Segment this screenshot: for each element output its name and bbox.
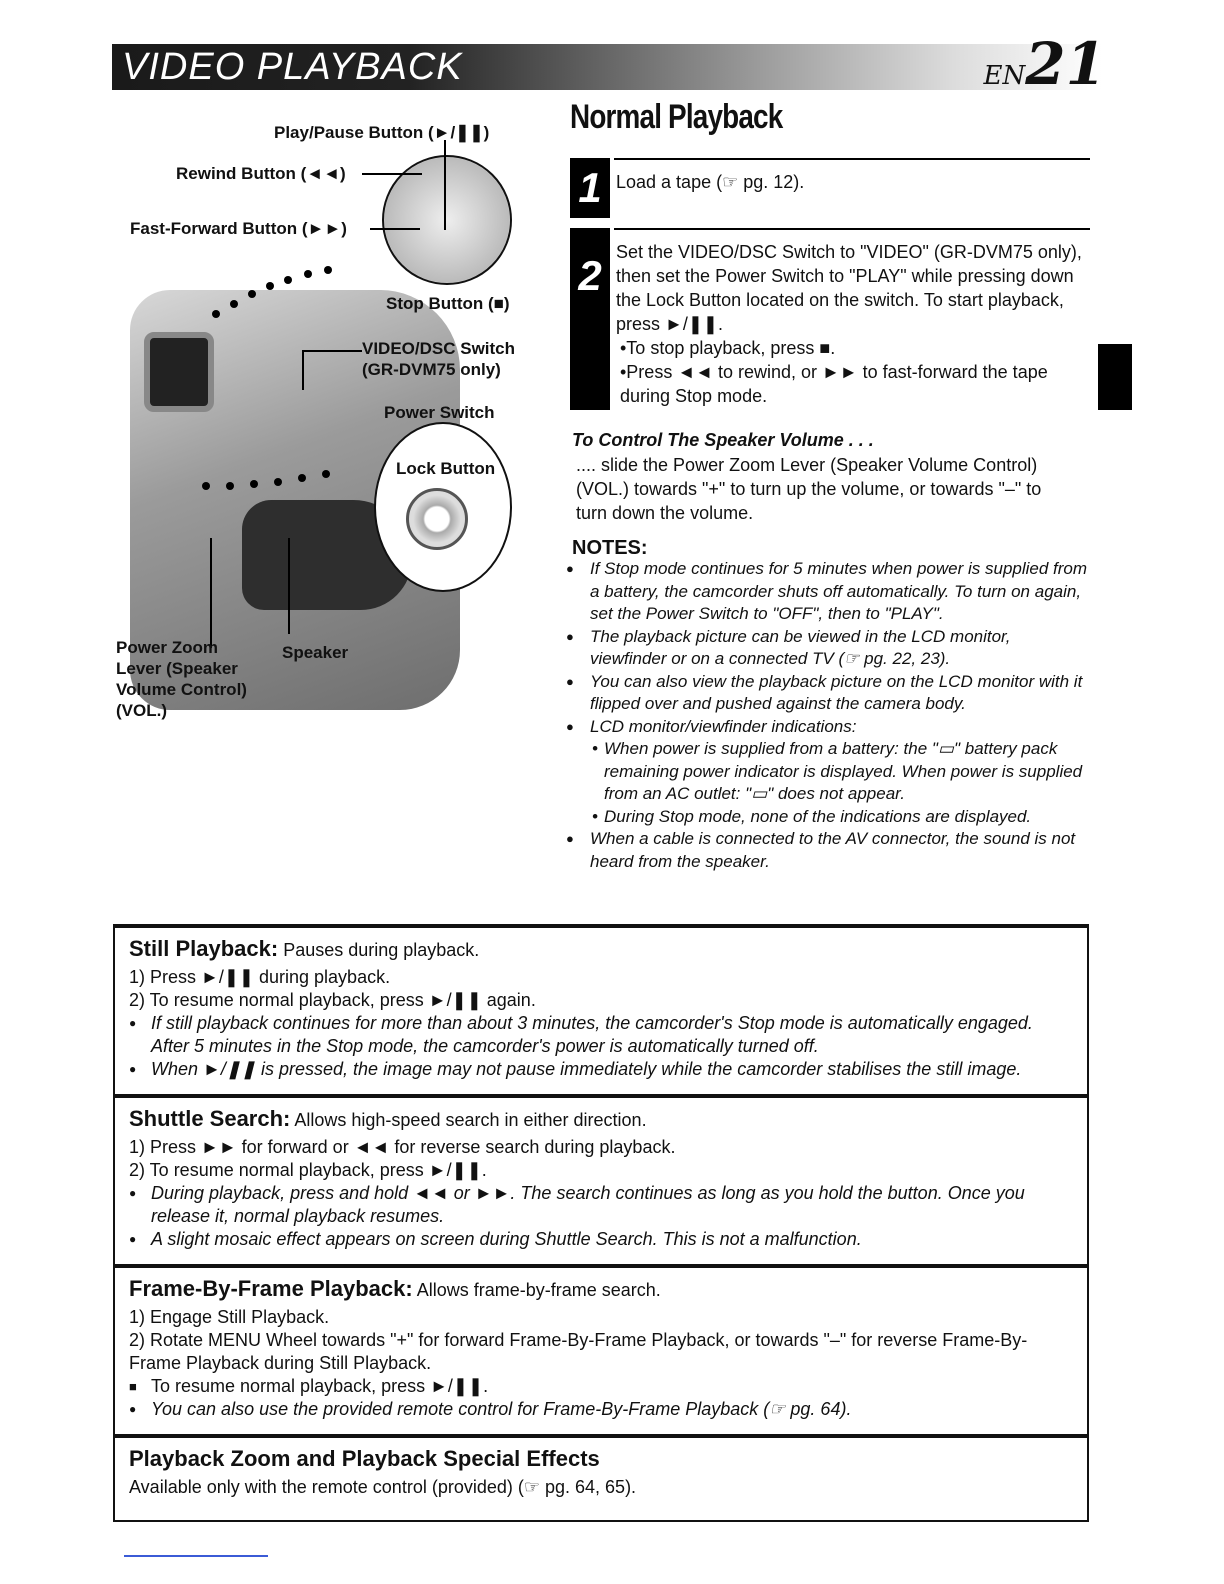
side-tab <box>1098 344 1132 410</box>
still-playback-box <box>113 924 1089 1096</box>
leader-line <box>444 140 446 230</box>
shuttle-title: Shuttle Search: <box>129 1106 291 1131</box>
label-power-zoom-4: (VOL.) <box>116 701 167 720</box>
dot <box>298 474 306 482</box>
note-subitem: • During Stop mode, none of the indications are displayed. <box>566 806 1091 829</box>
page-lang: EN <box>983 61 1026 91</box>
label-stop: Stop Button (■) <box>386 294 510 313</box>
still-bullet-2: ● When ►/❚❚ is pressed, the image may not pause immediately while the camcorder stabilises the still image. <box>129 1058 1073 1081</box>
note-item: ● LCD monitor/viewfinder indications: <box>566 716 1091 739</box>
note-item: ● You can also view the playback picture on the LCD monitor with it flipped over and pushed against the camera body. <box>566 671 1091 716</box>
playback-zoom-box <box>113 1434 1089 1522</box>
label-video-dsc-model: (GR-DVM75 only) <box>362 360 501 379</box>
dot <box>226 482 234 490</box>
dot <box>248 290 256 298</box>
label-fast-forward: Fast-Forward Button (►►) <box>130 219 347 238</box>
leader-line <box>288 538 290 634</box>
frame-step-2: 2) Rotate MENU Wheel towards "+" for forward Frame-By-Frame Playback, or towards "–" for reverse Frame-By-Frame Playback during Still Playback. <box>129 1330 1028 1373</box>
volume-text: .... slide the Power Zoom Lever (Speaker Volume Control) (VOL.) towards "+" to turn up the volume, or towards "–" to turn down the volume. <box>576 455 1042 523</box>
leader-line <box>362 173 422 175</box>
note-item: ● The playback picture can be viewed in the LCD monitor, viewfinder or on a connected TV (☞ pg. 22, 23). <box>566 626 1091 671</box>
still-desc: Pauses during playback. <box>278 940 480 960</box>
dot <box>274 478 282 486</box>
shuttle-desc: Allows high-speed search in either direction. <box>290 1110 647 1130</box>
still-step-2: 2) To resume normal playback, press ►/❚❚ again. <box>129 990 536 1010</box>
label-power-zoom-2: Lever (Speaker <box>116 659 238 678</box>
dot <box>284 276 292 284</box>
step-rule <box>614 158 1090 160</box>
label-speaker: Speaker <box>282 643 349 662</box>
dot <box>322 470 330 478</box>
step-number: 2 <box>570 228 610 410</box>
viewfinder-illustration <box>144 332 214 412</box>
note-item: ● When a cable is connected to the AV connector, the sound is not heard from the speaker. <box>566 828 1091 873</box>
dot <box>250 480 258 488</box>
label-power-zoom-1: Power Zoom <box>116 638 219 657</box>
shuttle-bullet-2: ● A slight mosaic effect appears on screen during Shuttle Search. This is not a malfunction. <box>129 1228 1073 1251</box>
leader-line <box>210 538 212 648</box>
label-lock-button: Lock Button <box>396 459 496 478</box>
step-text: Load a tape (☞ pg. 12). <box>616 172 805 192</box>
dot <box>324 266 332 274</box>
notes-list <box>566 558 1091 873</box>
frame-title: Frame-By-Frame Playback: <box>129 1276 413 1301</box>
step-text <box>616 240 1090 408</box>
step-rule <box>614 228 1090 230</box>
frame-square-1: ■ To resume normal playback, press ►/❚❚. <box>129 1375 1073 1398</box>
step-number: 1 <box>570 158 610 218</box>
label-play-pause: Play/Pause Button (►/❚❚) <box>274 123 490 142</box>
frame-step-1: 1) Engage Still Playback. <box>129 1307 330 1327</box>
volume-title: To Control The Speaker Volume . . . <box>572 430 874 450</box>
power-dial-icon <box>406 488 468 550</box>
label-power-switch: Power Switch <box>384 403 495 422</box>
frame-bullet-1: ● You can also use the provided remote control for Frame-By-Frame Playback (☞ pg. 64). <box>129 1398 1073 1421</box>
note-item: ● If Stop mode continues for 5 minutes when power is supplied from a battery, the camcorder shuts off automatically. To turn on again, set the Power Switch to "OFF", then to "PLAY". <box>566 558 1091 626</box>
note-subitem: • When power is supplied from a battery: the "▭" battery pack remaining power indicator is displayed. When power is supplied from an AC outlet: "▭" does not appear. <box>566 738 1091 806</box>
dot <box>266 282 274 290</box>
zoom-desc: Available only with the remote control (provided) (☞ pg. 64, 65). <box>129 1477 637 1497</box>
notes-heading: NOTES: <box>572 537 648 559</box>
frame-by-frame-box <box>113 1264 1089 1436</box>
step-1 <box>570 158 1090 218</box>
section-title: Normal Playback <box>570 98 783 136</box>
frame-desc: Allows frame-by-frame search. <box>412 1280 661 1300</box>
step-2-main: Set the VIDEO/DSC Switch to "VIDEO" (GR-DVM75 only), then set the Power Switch to "PLAY" while pressing down the Lock Button located on the switch. To start playback, press ►/❚❚. <box>616 242 1082 334</box>
zoom-title: Playback Zoom and Playback Special Effects <box>129 1446 600 1471</box>
dot <box>304 270 312 278</box>
step-2-rewind: •Press ◄◄ to rewind, or ►► to fast-forward the tape during Stop mode. <box>620 362 1048 406</box>
leader-line <box>302 350 304 390</box>
leader-line <box>302 350 362 352</box>
step-2-stop: •To stop playback, press ■. <box>620 338 836 358</box>
shuttle-step-2: 2) To resume normal playback, press ►/❚❚. <box>129 1160 487 1180</box>
page-num: 21 <box>1025 30 1106 98</box>
leader-line <box>370 228 420 230</box>
dot <box>202 482 210 490</box>
label-power-zoom-3: Volume Control) <box>116 680 247 699</box>
shuttle-bullet-1: ● During playback, press and hold ◄◄ or ►►. The search continues as long as you hold the button. Once you release it, normal playback resumes. <box>129 1182 1073 1228</box>
camcorder-diagram <box>112 110 552 730</box>
label-video-dsc: VIDEO/DSC Switch <box>362 339 516 358</box>
dot <box>212 310 220 318</box>
still-step-1: 1) Press ►/❚❚ during playback. <box>129 967 391 987</box>
label-rewind: Rewind Button (◄◄) <box>176 164 346 183</box>
shuttle-search-box <box>113 1094 1089 1266</box>
step-2 <box>570 228 1090 410</box>
page-title: VIDEO PLAYBACK <box>122 46 463 88</box>
dot <box>230 300 238 308</box>
still-title: Still Playback: <box>129 936 279 961</box>
shuttle-step-1: 1) Press ►► for forward or ◄◄ for reverse search during playback. <box>129 1137 676 1157</box>
page-number <box>984 30 1106 98</box>
still-bullet-1: ● If still playback continues for more than about 3 minutes, the camcorder's Stop mode is automatically engaged. After 5 minutes in the Stop mode, the camcorder's power is automatically turned off. <box>129 1012 1073 1058</box>
footer-rule <box>124 1555 268 1557</box>
